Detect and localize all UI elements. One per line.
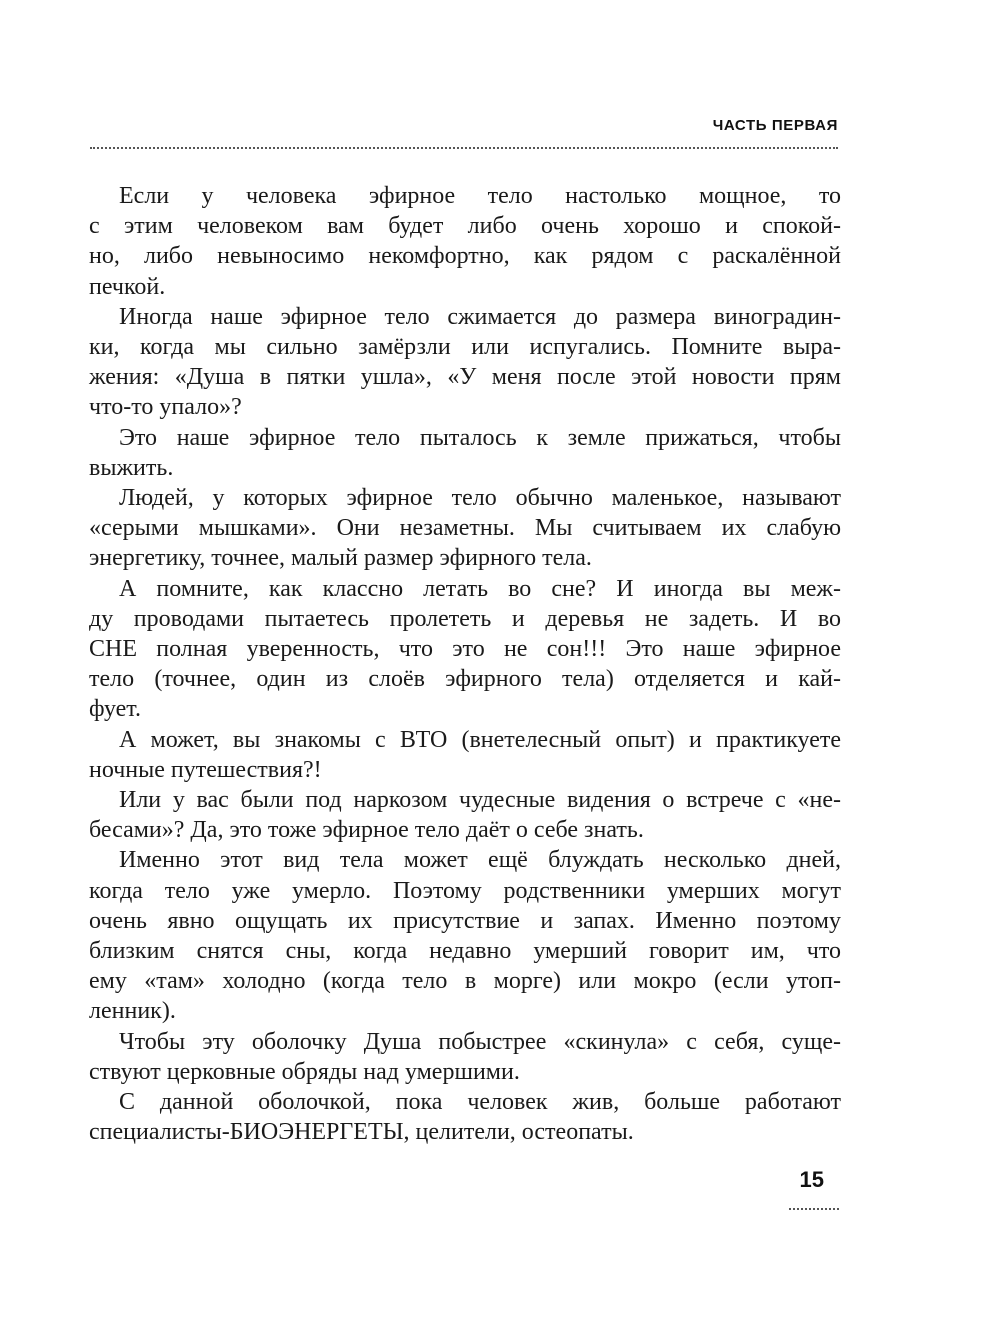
page-number: 15	[799, 1167, 824, 1192]
text-line: ду проводами пытаетесь пролететь и деревья не задеть. И во	[89, 605, 841, 632]
text-line: фует.	[89, 696, 141, 723]
text-line: с этим человеком вам будет либо очень хорошо и спокой-	[89, 213, 841, 240]
text-line: что-то упало»?	[89, 394, 242, 421]
text-line: СНЕ полная уверенность, что это не сон!!! Это наше эфирное	[89, 636, 841, 663]
text-line: Это наше эфирное тело пыталось к земле прижаться, чтобы	[119, 424, 841, 451]
paragraph	[89, 181, 841, 302]
text-line: но, либо невыносимо некомфортно, как рядом с раскалённой	[89, 243, 841, 270]
text-line: когда тело уже умерло. Поэтому родственники умерших могут	[89, 877, 841, 904]
paragraph	[89, 725, 841, 785]
text-line: Если у человека эфирное тело настолько мощное, то	[119, 183, 841, 209]
text-line: ленник).	[89, 998, 176, 1025]
text-line: ки, когда мы сильно замёрзли или испугались. Помните выра-	[89, 334, 841, 361]
text-line: С данной оболочкой, пока человек жив, больше работают	[119, 1089, 841, 1116]
text-line: Или у вас были под наркозом чудесные видения о встрече с «не-	[119, 787, 841, 814]
text-line: «серыми мышками». Они незаметны. Мы считываем их слабую	[89, 515, 841, 542]
text-line: близким снятся сны, когда недавно умерший говорит им, что	[89, 938, 841, 965]
text-line: выжить.	[89, 454, 174, 481]
paragraph	[89, 423, 841, 483]
running-head-title: ЧАСТЬ ПЕРВАЯ	[712, 117, 838, 134]
text-line: Иногда наше эфирное тело сжимается до размера виноградин-	[119, 303, 841, 330]
paragraph	[89, 302, 841, 423]
text-line: жения: «Душа в пятки ушла», «У меня после этой новости прям	[89, 364, 841, 391]
paragraph	[89, 1087, 841, 1147]
text-line: Людей, у которых эфирное тело обычно маленькое, называют	[119, 485, 841, 512]
paragraph	[89, 1027, 841, 1087]
paragraph	[89, 483, 841, 574]
footer-dotted-rule	[789, 1208, 839, 1210]
text-line: печкой.	[89, 273, 166, 300]
text-line: тело (точнее, один из слоёв эфирного тела) отделяется и кай-	[89, 666, 841, 693]
header-dotted-rule	[90, 147, 838, 149]
text-line: бесами»? Да, это тоже эфирное тело даёт о себе знать.	[89, 817, 644, 844]
paragraph	[89, 845, 841, 1026]
text-line: А помните, как классно летать во сне? И иногда вы меж-	[119, 575, 841, 602]
text-line: ствуют церковные обряды над умершими.	[89, 1058, 520, 1085]
text-line: очень явно ощущать их присутствие и запах. Именно поэтому	[89, 907, 841, 934]
text-line: ночные путешествия?!	[89, 756, 322, 783]
body-text	[89, 181, 841, 1148]
text-line: специалисты-БИОЭНЕРГЕТЫ, целители, остеопаты.	[89, 1119, 634, 1146]
text-line: Именно этот вид тела может ещё блуждать несколько дней,	[119, 847, 841, 874]
paragraph	[89, 785, 841, 845]
text-line: А может, вы знакомы с ВТО (внетелесный опыт) и практикуете	[119, 726, 841, 753]
text-line: энергетику, точнее, малый размер эфирного тела.	[89, 545, 592, 572]
text-line: ему «там» холодно (когда тело в морге) или мокро (если утоп-	[89, 968, 841, 995]
paragraph	[89, 574, 841, 725]
text-line: Чтобы эту оболочку Душа побыстрее «скинула» с себя, суще-	[119, 1028, 841, 1055]
